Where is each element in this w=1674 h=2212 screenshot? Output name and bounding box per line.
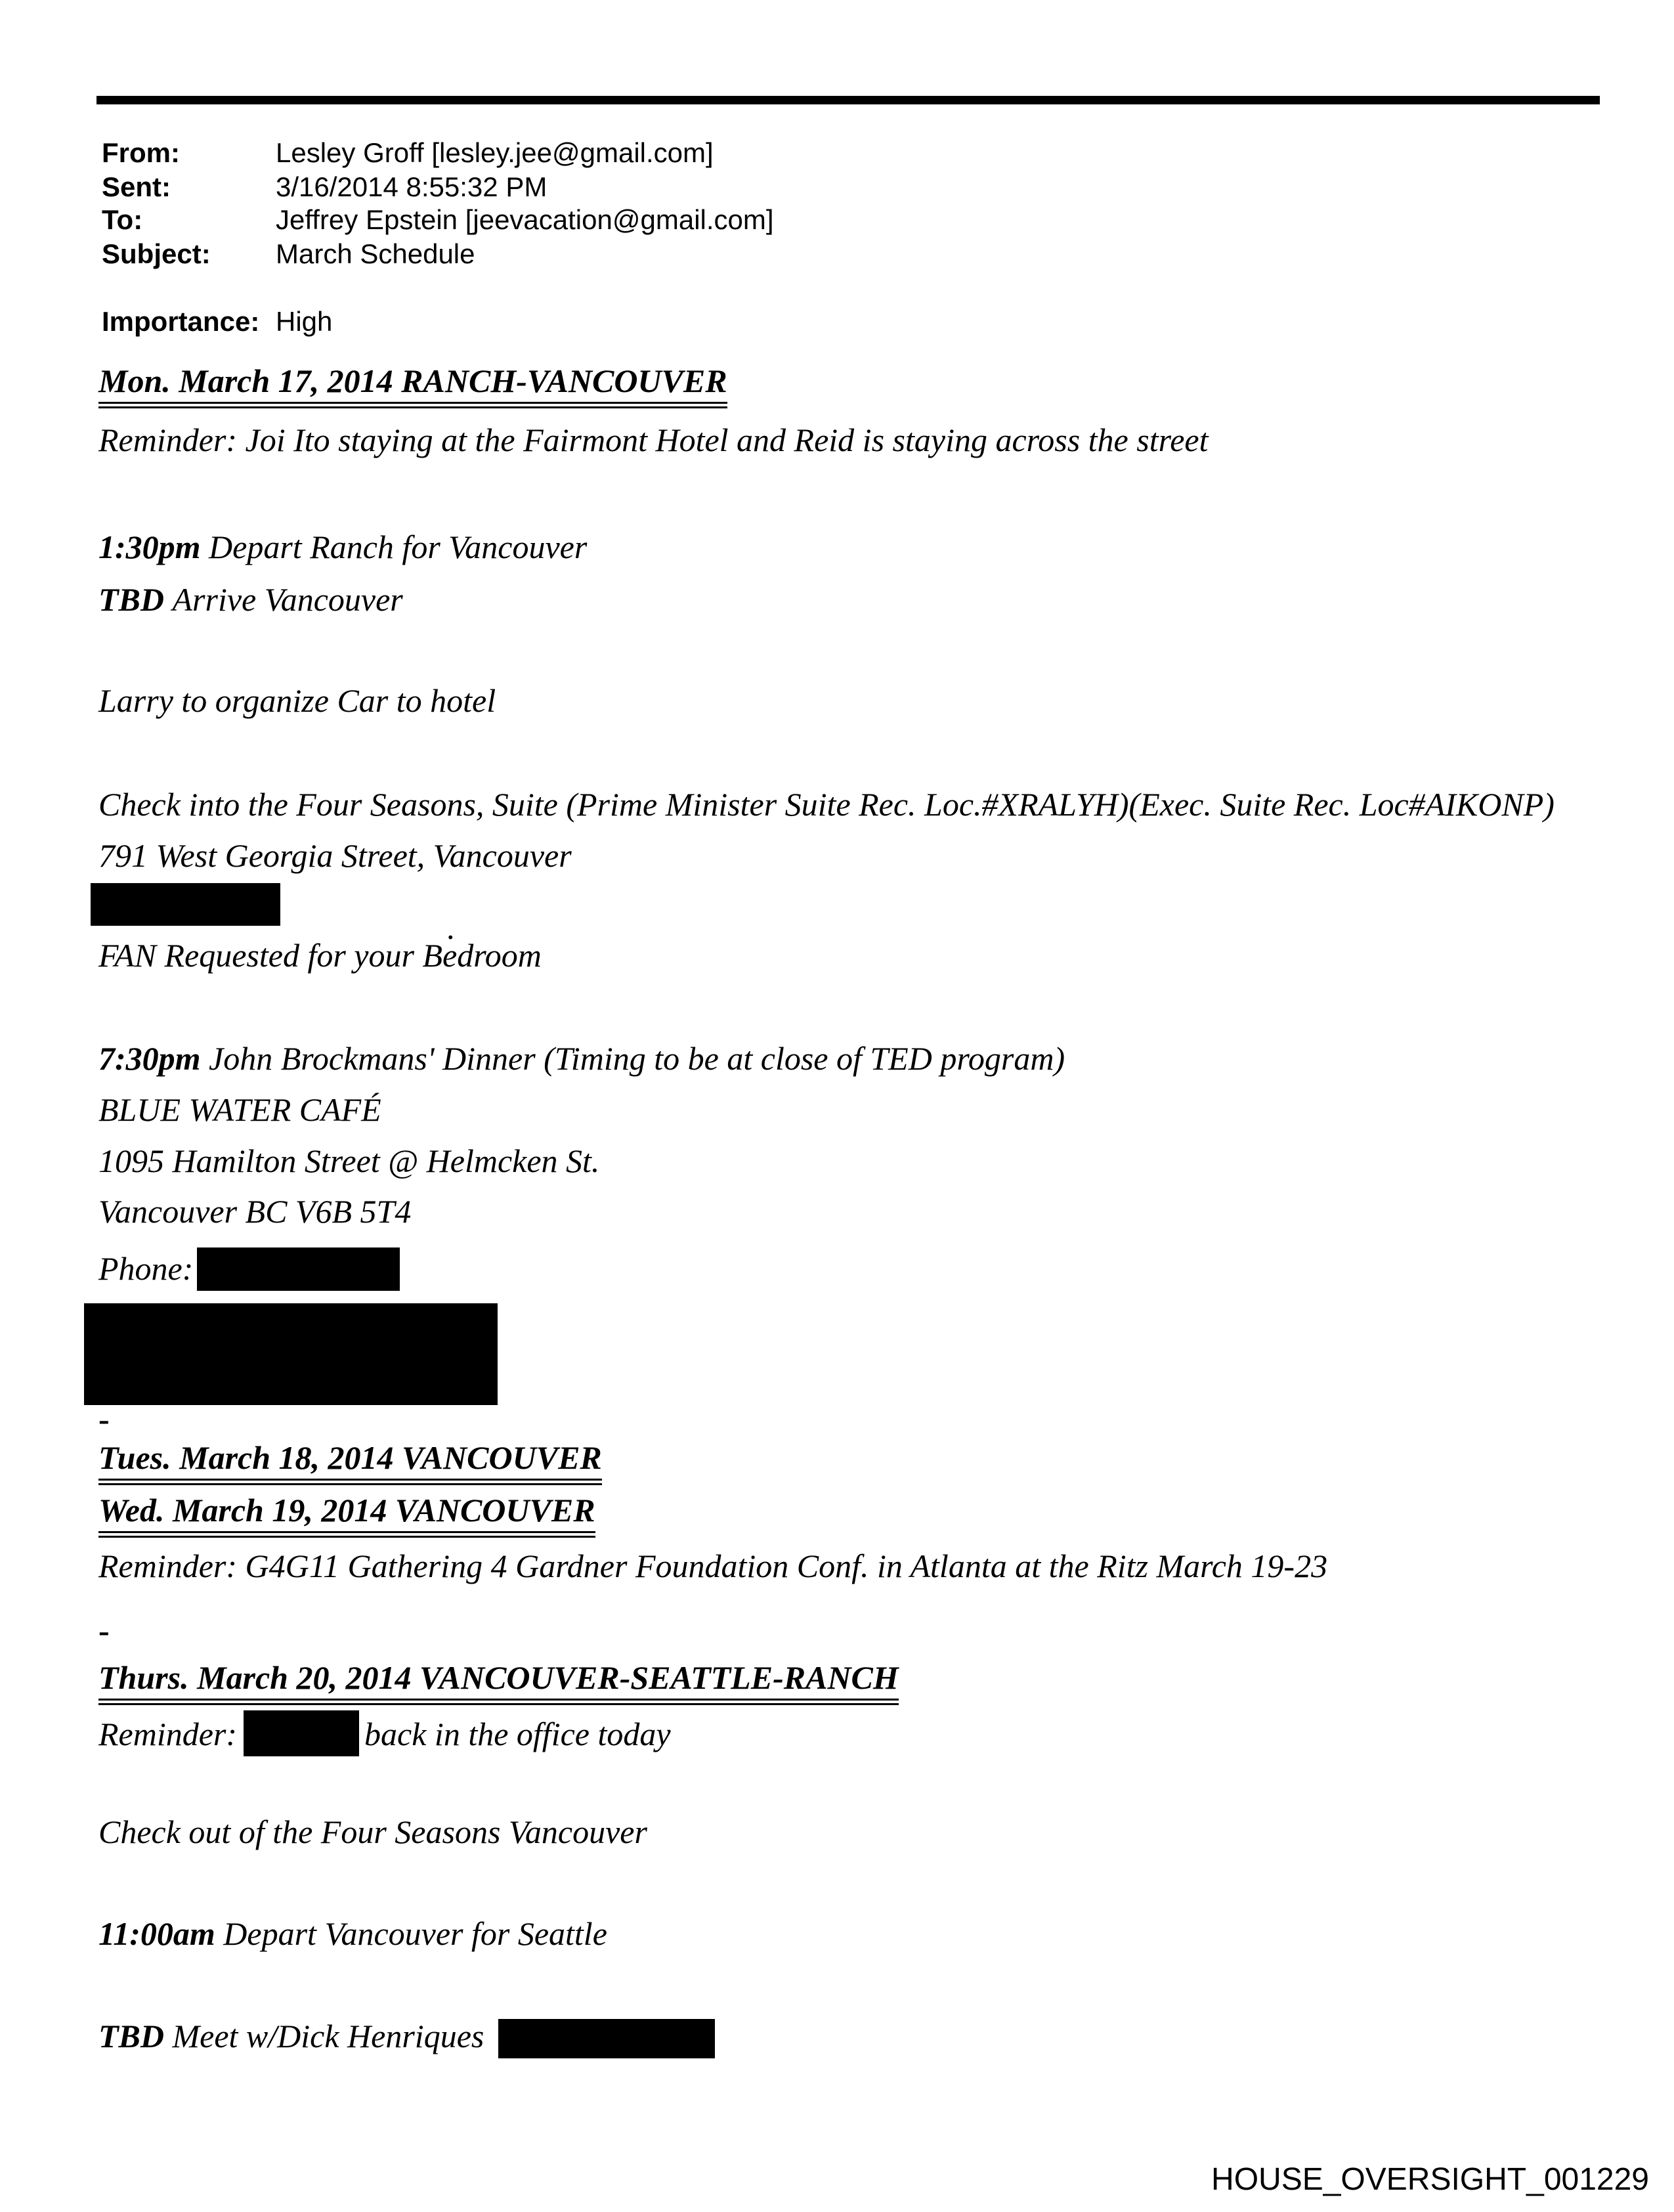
- hotel-address: 791 West Georgia Street, Vancouver: [98, 837, 572, 874]
- meet-text: Meet w/Dick Henriques: [172, 2018, 484, 2054]
- redaction-box-reminder: [244, 1710, 359, 1756]
- arrive-time: TBD: [98, 581, 164, 618]
- hotel-checkin: Check into the Four Seasons, Suite (Prime Minister Suite Rec. Loc.#XRALYH)(Exec. Suite Rec. Loc#AIKONP): [98, 786, 1555, 823]
- header-row-to: [102, 205, 774, 235]
- separator-dash-1: -: [98, 1400, 110, 1437]
- importance-value: High: [276, 306, 333, 337]
- thursday-depart-text: Depart Vancouver for Seattle: [223, 1915, 607, 1952]
- subject-label: Subject:: [102, 238, 211, 269]
- sent-value: 3/16/2014 8:55:32 PM: [276, 171, 547, 202]
- arrive-text: Arrive Vancouver: [172, 581, 403, 618]
- from-value: Lesley Groff [lesley.jee@gmail.com]: [276, 137, 714, 168]
- hotel-checkout: Check out of the Four Seasons Vancouver: [98, 1813, 647, 1850]
- car-note: Larry to organize Car to hotel: [98, 682, 496, 719]
- redaction-box-address: [91, 883, 280, 926]
- monday-heading: Mon. March 17, 2014 RANCH-VANCOUVER: [98, 362, 727, 408]
- subject-value: March Schedule: [276, 238, 475, 269]
- thursday-heading: Thurs. March 20, 2014 VANCOUVER-SEATTLE-RANCH: [98, 1659, 899, 1705]
- stray-period: .: [446, 909, 455, 946]
- phone-line: [98, 1247, 400, 1291]
- top-rule: [97, 96, 1600, 104]
- dinner-city: Vancouver BC V6B 5T4: [98, 1193, 412, 1230]
- dinner-address: 1095 Hamilton Street @ Helmcken St.: [98, 1142, 600, 1179]
- dinner-venue: BLUE WATER CAFÉ: [98, 1091, 381, 1128]
- redaction-box-phone: [197, 1247, 400, 1291]
- thursday-depart-time: 11:00am: [98, 1915, 215, 1952]
- separator-dash-2: -: [98, 1612, 110, 1649]
- depart-time: 1:30pm: [98, 529, 201, 565]
- to-label: To:: [102, 204, 143, 235]
- tuesday-heading: Tues. March 18, 2014 VANCOUVER: [98, 1439, 602, 1485]
- fan-note: FAN Requested for your Bedroom: [98, 937, 542, 974]
- monday-arrive-line: [98, 581, 403, 619]
- sent-label: Sent:: [102, 171, 171, 202]
- to-value: Jeffrey Epstein [jeevacation@gmail.com]: [276, 204, 774, 235]
- meet-time: TBD: [98, 2018, 164, 2054]
- bates-number: HOUSE_OVERSIGHT_001229: [1211, 2162, 1649, 2197]
- redaction-box-meet: [498, 2019, 715, 2058]
- wednesday-reminder: Reminder: G4G11 Gathering 4 Gardner Foundation Conf. in Atlanta at the Ritz March 19-23: [98, 1548, 1328, 1584]
- wednesday-heading: Wed. March 19, 2014 VANCOUVER: [98, 1492, 595, 1538]
- header-row-subject: [102, 239, 475, 269]
- depart-text: Depart Ranch for Vancouver: [209, 529, 588, 565]
- header-row-importance: [102, 307, 332, 337]
- from-label: From:: [102, 137, 180, 168]
- importance-label: Importance:: [102, 306, 260, 337]
- header-row-from: [102, 138, 714, 168]
- dinner-text: John Brockmans' Dinner (Timing to be at close of TED program): [209, 1040, 1065, 1077]
- monday-depart-line: [98, 529, 587, 567]
- thursday-reminder-line: [98, 1710, 671, 1756]
- monday-reminder: Reminder: Joi Ito staying at the Fairmont Hotel and Reid is staying across the street: [98, 422, 1209, 458]
- redaction-box-large: [84, 1303, 498, 1405]
- thursday-depart-line: [98, 1915, 607, 1953]
- thursday-reminder-label: Reminder:: [98, 1716, 238, 1752]
- dinner-time: 7:30pm: [98, 1040, 201, 1077]
- phone-label: Phone:: [98, 1250, 194, 1287]
- thursday-meet-line: [98, 2018, 715, 2058]
- header-row-sent: [102, 172, 547, 202]
- dinner-line: [98, 1040, 1065, 1078]
- thursday-reminder-rest: back in the office today: [364, 1716, 671, 1752]
